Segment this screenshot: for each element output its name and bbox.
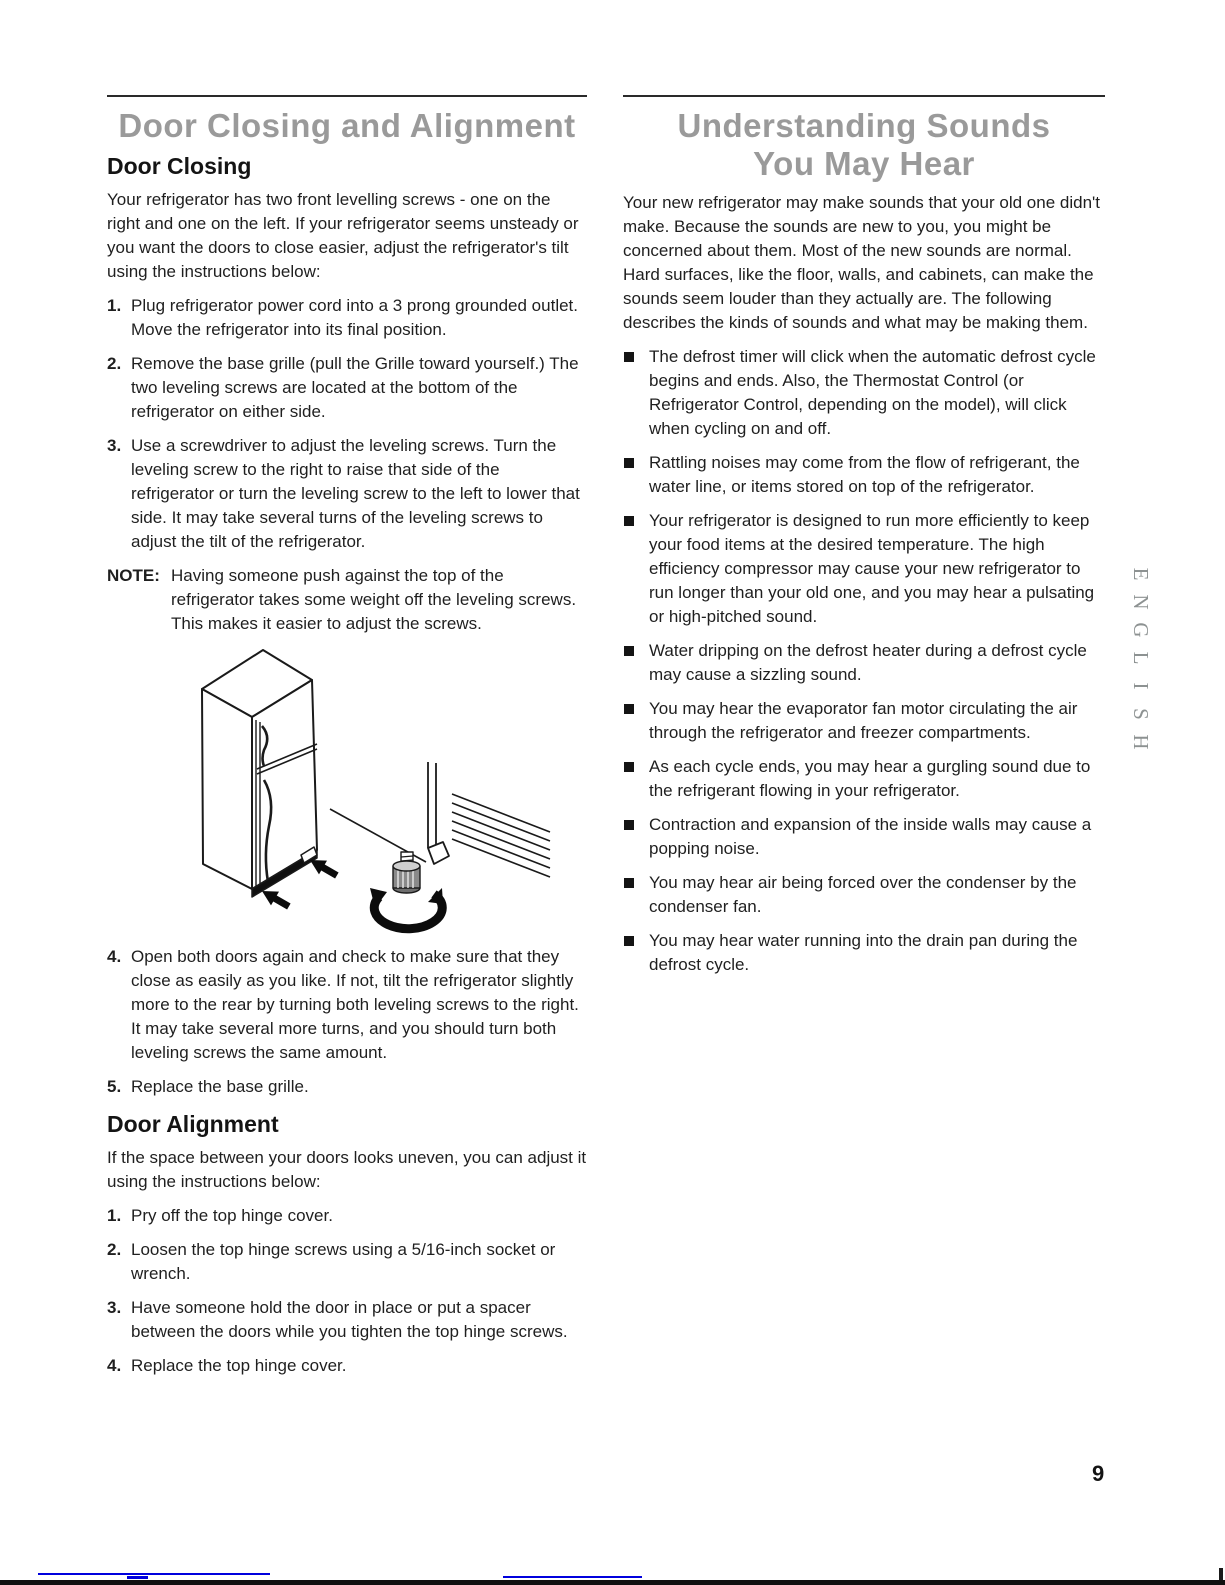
heading-door-closing: Door Closing bbox=[107, 153, 252, 179]
list-item: 1. Plug refrigerator power cord into a 3 prong grounded outlet. Move the refrigerator into its final position. bbox=[107, 296, 578, 339]
language-sidebar: E N G L I S H bbox=[1129, 567, 1154, 750]
bullet-square-icon bbox=[624, 516, 634, 526]
refrigerator-illustration bbox=[107, 642, 587, 935]
list-item: 3. Have someone hold the door in place or put a spacer between the doors while you tighten the top hinge screws. bbox=[107, 1298, 568, 1341]
left-column bbox=[107, 95, 587, 1378]
title-line-1: Understanding Sounds bbox=[677, 107, 1051, 144]
right-column bbox=[623, 95, 1105, 977]
list-item: As each cycle ends, you may hear a gurgling sound due to the refrigerant flowing in your refrigerator. bbox=[623, 755, 1105, 803]
bullet-square-icon bbox=[624, 458, 634, 468]
section-title-door-closing-and-alignment: Door Closing and Alignment bbox=[118, 107, 576, 144]
grille-slats bbox=[452, 794, 550, 877]
section-title-understanding-sounds bbox=[623, 107, 1105, 183]
list-item: 2. Loosen the top hinge screws using a 5/16-inch socket or wrench. bbox=[107, 1240, 556, 1283]
list-item: Water dripping on the defrost heater during a defrost cycle may cause a sizzling sound. bbox=[623, 639, 1105, 687]
door-closing-intro: Your refrigerator has two front levelling screws - one on the right and one on the left. If your refrigerator seems unsteady or you want the doors to close easier, adjust the refrigerator's tilt using the instructions below: bbox=[107, 190, 579, 281]
door-alignment-intro: If the space between your doors looks uneven, you can adjust it using the instructions below: bbox=[107, 1148, 587, 1191]
note-block: NOTE: Having someone push against the top of the refrigerator takes some weight off the leveling screws. This makes it easier to adjust the screws. bbox=[107, 566, 577, 633]
scan-artifact-blue-line bbox=[127, 1576, 148, 1579]
list-item: 4. Open both doors again and check to make sure that they close as easily as you like. If not, tilt the refrigerator slightly more to the rear by turning both leveling screws to the right. It may take several more turns, and you should turn both leveling screws the same amount. bbox=[107, 947, 579, 1062]
list-item: You may hear air being forced over the condenser by the condenser fan. bbox=[623, 871, 1105, 919]
list-item: 2. Remove the base grille (pull the Grille toward yourself.) The two leveling screws are located at the bottom of the refrigerator on either side. bbox=[107, 354, 579, 421]
fridge-side-face bbox=[202, 689, 252, 889]
scan-artifact-blue-line bbox=[38, 1573, 270, 1575]
list-item: You may hear the evaporator fan motor circulating the air through the refrigerator and freezer compartments. bbox=[623, 697, 1105, 745]
list-item: Rattling noises may come from the flow of refrigerant, the water line, or items stored on top of the refrigerator. bbox=[623, 451, 1105, 499]
bullet-square-icon bbox=[624, 878, 634, 888]
title-line-2: You May Hear bbox=[753, 145, 975, 182]
list-item: Your refrigerator is designed to run more efficiently to keep your food items at the desired temperature. The high efficiency compressor may cause your new refrigerator to run longer than your old one, and you may hear a pulsating or high-pitched sound. bbox=[623, 509, 1105, 629]
list-item: 5. Replace the base grille. bbox=[107, 1077, 309, 1096]
corner-foot bbox=[428, 842, 449, 864]
list-item: The defrost timer will click when the automatic defrost cycle begins and ends. Also, the Thermostat Control (or Refrigerator Control, depending on the model), will click when cycling on and off. bbox=[623, 345, 1105, 441]
list-item: 4. Replace the top hinge cover. bbox=[107, 1356, 347, 1375]
heading-door-alignment: Door Alignment bbox=[107, 1111, 279, 1137]
bullet-square-icon bbox=[624, 762, 634, 772]
bullet-square-icon bbox=[624, 352, 634, 362]
bullet-square-icon bbox=[624, 820, 634, 830]
bullet-square-icon bbox=[624, 704, 634, 714]
bullet-square-icon bbox=[624, 936, 634, 946]
leveling-screw-figure bbox=[393, 852, 420, 893]
rotation-arrow-icon bbox=[370, 888, 443, 929]
bullet-square-icon bbox=[624, 646, 634, 656]
scan-edge-bar bbox=[0, 1580, 1225, 1585]
list-item: Contraction and expansion of the inside walls may cause a popping noise. bbox=[623, 813, 1105, 861]
scan-artifact-tick bbox=[1219, 1568, 1223, 1580]
list-item: You may hear water running into the drain pan during the defrost cycle. bbox=[623, 929, 1105, 977]
scan-artifact-blue-line bbox=[503, 1576, 642, 1578]
list-item: 1. Pry off the top hinge cover. bbox=[107, 1206, 333, 1225]
list-item: 3. Use a screwdriver to adjust the leveling screws. Turn the leveling screw to the right to raise that side of the refrigerator or turn the leveling screw to the left to lower that side. It may take several turns of the leveling screws to adjust the tilt of the refrigerator. bbox=[107, 436, 580, 551]
refrigerator-figure bbox=[190, 642, 570, 937]
sounds-intro: Your new refrigerator may make sounds that your old one didn't make. Because the sounds are new to you, you might be concerned about them. Most of the new sounds are normal. Hard surfaces, like the floor, walls, and cabinets, can make the sounds seem louder than they actually are. The following describes the kinds of sounds and what may be making them. bbox=[623, 193, 1100, 332]
page-number: 9 bbox=[1092, 1461, 1105, 1486]
